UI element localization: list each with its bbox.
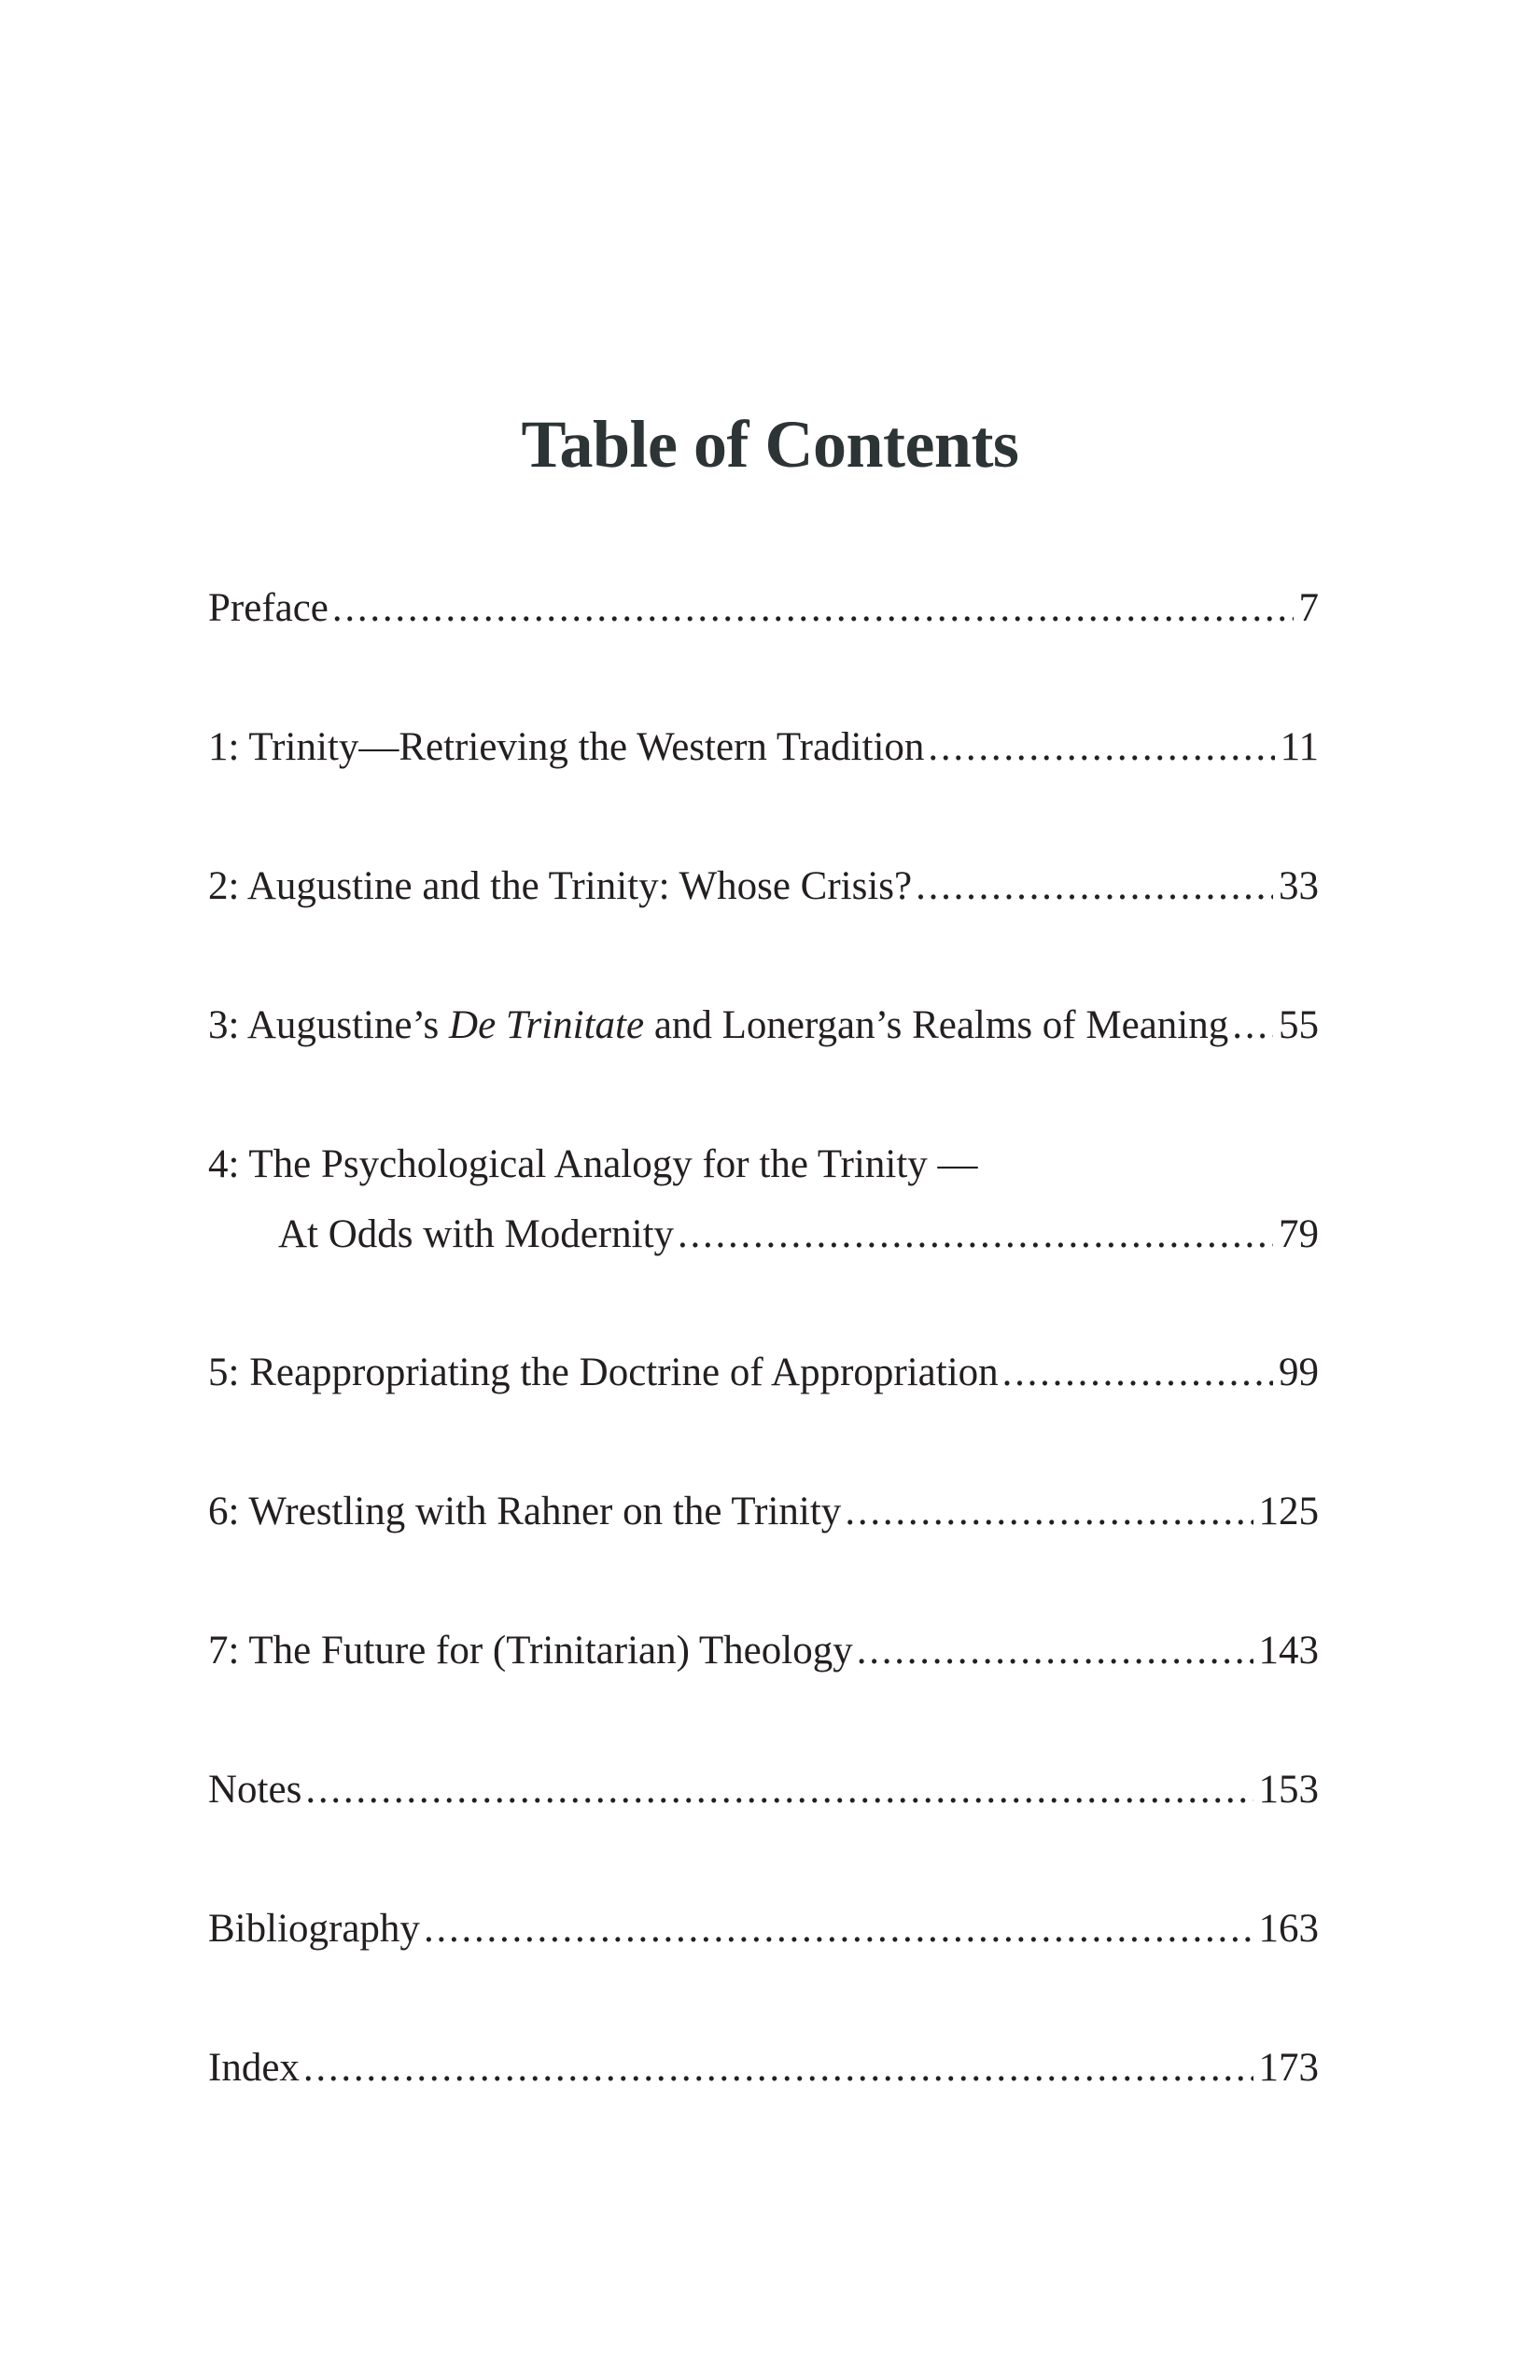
toc-entry-bibliography <box>208 1909 1319 2048</box>
toc-entry-label: Index <box>208 2046 300 2090</box>
toc-entry-label-post: and Lonergan’s Realms of Meaning <box>644 1003 1229 1047</box>
toc-entry-notes <box>208 1770 1319 1909</box>
toc-entry-label-line1: 4: The Psychological Analogy for the Trinity — <box>208 1142 978 1186</box>
toc-entry-label: 1: Trinity—Retrieving the Western Tradition <box>208 725 925 769</box>
toc-entry-chapter-6 <box>208 1491 1319 1631</box>
toc-entry-line2 <box>208 1214 1319 1254</box>
toc-entry-label: 6: Wrestling with Rahner on the Trinity <box>208 1490 842 1533</box>
toc-entry-chapter-4 <box>208 1144 1319 1352</box>
toc-entry-label: 5: Reappropriating the Doctrine of Appropriation <box>208 1351 999 1394</box>
dot-leader <box>916 866 1273 906</box>
table-of-contents <box>208 588 1319 2187</box>
dot-leader <box>1232 1005 1273 1045</box>
toc-entry-preface <box>208 588 1319 727</box>
toc-entry-chapter-2 <box>208 866 1319 1005</box>
dot-leader <box>845 1491 1253 1532</box>
toc-entry-chapter-3 <box>208 1005 1319 1144</box>
toc-entry-index <box>208 2048 1319 2187</box>
toc-entry-page: 7 <box>1298 586 1319 630</box>
toc-entry-label <box>208 1005 1228 1045</box>
dot-leader <box>1002 1352 1273 1393</box>
toc-entry-label: 2: Augustine and the Trinity: Whose Crisis? <box>208 864 913 908</box>
toc-entry-label: Preface <box>208 586 329 630</box>
toc-entry-chapter-1 <box>208 727 1319 866</box>
toc-entry-label: Notes <box>208 1768 302 1812</box>
toc-entry-page: 99 <box>1279 1351 1319 1394</box>
toc-entry-chapter-7 <box>208 1631 1319 1770</box>
toc-entry-page: 11 <box>1280 725 1319 769</box>
dot-leader <box>857 1631 1253 1671</box>
toc-entry-page: 153 <box>1258 1768 1319 1812</box>
dot-leader <box>332 588 1294 628</box>
toc-entry-page: 173 <box>1258 2046 1319 2090</box>
toc-entry-label: 7: The Future for (Trinitarian) Theology <box>208 1629 853 1673</box>
toc-entry-label: Bibliography <box>208 1907 420 1951</box>
toc-entry-label-italic: De Trinitate <box>449 1003 645 1047</box>
dot-leader <box>424 1909 1253 1949</box>
toc-entry-page: 125 <box>1258 1490 1319 1533</box>
toc-entry-page: 55 <box>1279 1003 1319 1047</box>
dot-leader <box>303 2048 1253 2088</box>
toc-entry-label-pre: 3: Augustine’s <box>208 1003 450 1047</box>
toc-entry-page: 33 <box>1279 864 1319 908</box>
dot-leader <box>928 727 1274 767</box>
toc-entry-chapter-5 <box>208 1352 1319 1491</box>
dot-leader <box>678 1214 1273 1254</box>
page-title: Table of Contents <box>521 407 1019 482</box>
toc-entry-page: 143 <box>1258 1629 1319 1673</box>
dot-leader <box>305 1770 1253 1810</box>
toc-entry-page: 79 <box>1279 1212 1319 1256</box>
toc-entry-page: 163 <box>1258 1907 1319 1951</box>
toc-entry-label-line2: At Odds with Modernity <box>278 1212 675 1256</box>
